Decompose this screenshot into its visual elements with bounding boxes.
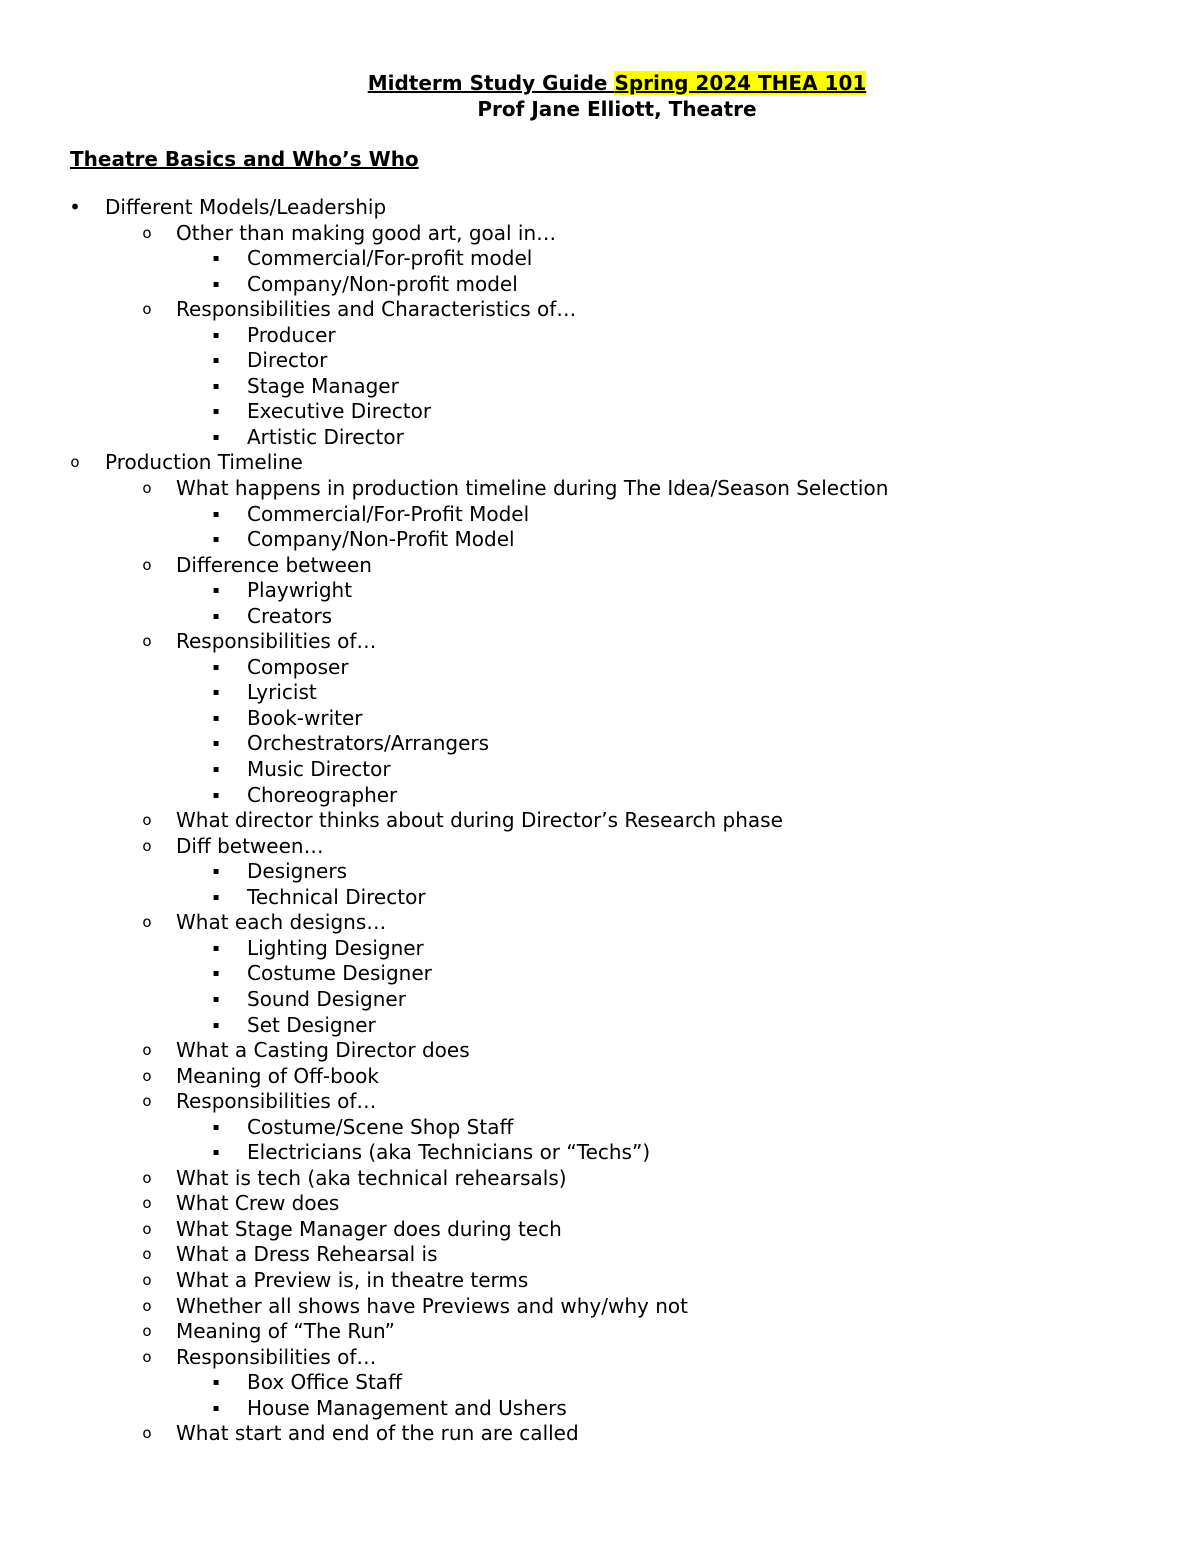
- square-bullet-icon: ▪: [212, 764, 220, 776]
- outline-item-label: Creators: [247, 603, 333, 628]
- outline-item-label: Company/Non-profit model: [247, 271, 518, 296]
- outline-item: [0, 987, 1200, 1013]
- circle-bullet-icon: o: [142, 1270, 152, 1289]
- outline-item-label: What Crew does: [176, 1191, 340, 1216]
- outline-item: [0, 1038, 1200, 1064]
- square-bullet-icon: ▪: [212, 942, 220, 954]
- document-subtitle: Prof Jane Elliott, Theatre: [477, 97, 757, 121]
- outline-item: [0, 1140, 1200, 1166]
- circle-bullet-icon: o: [70, 453, 80, 472]
- square-bullet-icon: ▪: [212, 406, 220, 418]
- square-bullet-icon: ▪: [212, 993, 220, 1005]
- study-guide-outline: [0, 195, 1200, 1447]
- outline-item-label: Executive Director: [247, 399, 432, 424]
- outline-item: [0, 578, 1200, 604]
- outline-item-label: Company/Non-Profit Model: [247, 527, 515, 552]
- outline-item: [0, 476, 1200, 502]
- outline-item-label: Meaning of “The Run”: [176, 1319, 395, 1344]
- outline-item: [0, 425, 1200, 451]
- title-term-highlight: Spring 2024 THEA 101: [614, 71, 867, 95]
- outline-item: [0, 834, 1200, 860]
- outline-item: [0, 1268, 1200, 1294]
- outline-item: [0, 374, 1200, 400]
- outline-item-label: Responsibilities of…: [176, 1089, 377, 1114]
- outline-item-label: Commercial/For-Profit Model: [247, 501, 530, 526]
- outline-item: [0, 502, 1200, 528]
- outline-item: [0, 1089, 1200, 1115]
- square-bullet-icon: ▪: [212, 661, 220, 673]
- outline-item-label: Different Models/Leadership: [105, 195, 387, 219]
- circle-bullet-icon: o: [142, 1168, 152, 1187]
- outline-item-label: What Stage Manager does during tech: [176, 1216, 562, 1241]
- outline-item-label: Playwright: [247, 578, 353, 603]
- square-bullet-icon: ▪: [212, 1019, 220, 1031]
- outline-item-label: Technical Director: [247, 884, 426, 909]
- circle-bullet-icon: o: [142, 1245, 152, 1264]
- square-bullet-icon: ▪: [212, 789, 220, 801]
- disc-bullet-icon: •: [69, 195, 81, 219]
- title-course-label: Midterm Study Guide: [367, 71, 615, 95]
- square-bullet-icon: ▪: [212, 355, 220, 367]
- outline-item-label: What start and end of the run are called: [176, 1421, 579, 1446]
- outline-item-label: Sound Designer: [247, 986, 406, 1011]
- circle-bullet-icon: o: [142, 913, 152, 932]
- outline-item: [0, 885, 1200, 911]
- circle-bullet-icon: o: [142, 1041, 152, 1060]
- square-bullet-icon: ▪: [212, 431, 220, 443]
- square-bullet-icon: ▪: [212, 968, 220, 980]
- outline-item-label: Meaning of Off-book: [176, 1063, 379, 1088]
- square-bullet-icon: ▪: [212, 1147, 220, 1159]
- outline-item-label: Costume/Scene Shop Staff: [247, 1114, 514, 1139]
- outline-item: [0, 246, 1200, 272]
- outline-item-label: Responsibilities of…: [176, 1344, 377, 1369]
- circle-bullet-icon: o: [142, 479, 152, 498]
- outline-item-label: What a Casting Director does: [176, 1038, 470, 1063]
- outline-item-label: Composer: [247, 654, 349, 679]
- outline-item: [0, 195, 1200, 221]
- outline-item: [0, 399, 1200, 425]
- outline-item-label: Lighting Designer: [247, 935, 424, 960]
- outline-item: [0, 808, 1200, 834]
- outline-item: [0, 1396, 1200, 1422]
- outline-item-label: Choreographer: [247, 782, 398, 807]
- square-bullet-icon: ▪: [212, 380, 220, 392]
- outline-item-label: Other than making good art, goal in…: [176, 220, 557, 245]
- outline-item: [0, 1345, 1200, 1371]
- outline-item-label: Producer: [247, 322, 336, 347]
- outline-item-label: House Management and Ushers: [247, 1395, 567, 1420]
- square-bullet-icon: ▪: [212, 534, 220, 546]
- circle-bullet-icon: o: [142, 836, 152, 855]
- outline-item-label: Box Office Staff: [247, 1370, 402, 1395]
- outline-item: [0, 1064, 1200, 1090]
- circle-bullet-icon: o: [142, 555, 152, 574]
- outline-item-label: Orchestrators/Arrangers: [247, 731, 490, 756]
- outline-item-label: Production Timeline: [105, 450, 303, 475]
- outline-item-label: Lyricist: [247, 680, 317, 705]
- outline-item: [0, 272, 1200, 298]
- square-bullet-icon: ▪: [212, 1377, 220, 1389]
- outline-item-label: Designers: [247, 859, 347, 884]
- circle-bullet-icon: o: [142, 1092, 152, 1111]
- outline-item: [0, 297, 1200, 323]
- outline-item: [0, 936, 1200, 962]
- outline-item: [0, 629, 1200, 655]
- outline-item-label: Book-writer: [247, 705, 363, 730]
- outline-item-label: What a Preview is, in theatre terms: [176, 1267, 529, 1292]
- outline-item: [0, 323, 1200, 349]
- outline-item-label: Diff between…: [176, 833, 324, 858]
- outline-item-label: Stage Manager: [247, 373, 399, 398]
- circle-bullet-icon: o: [142, 1219, 152, 1238]
- outline-item: [0, 655, 1200, 681]
- circle-bullet-icon: o: [142, 1066, 152, 1085]
- outline-item: [0, 1294, 1200, 1320]
- outline-item: [0, 1013, 1200, 1039]
- square-bullet-icon: ▪: [212, 738, 220, 750]
- circle-bullet-icon: o: [142, 1322, 152, 1341]
- outline-item-label: What is tech (aka technical rehearsals): [176, 1165, 567, 1190]
- outline-item: [0, 1319, 1200, 1345]
- circle-bullet-icon: o: [142, 1424, 152, 1443]
- outline-item: [0, 553, 1200, 579]
- outline-item: [0, 348, 1200, 374]
- circle-bullet-icon: o: [142, 1347, 152, 1366]
- outline-item-label: Director: [247, 348, 328, 373]
- circle-bullet-icon: o: [142, 223, 152, 242]
- square-bullet-icon: ▪: [212, 508, 220, 520]
- outline-item-label: Music Director: [247, 757, 391, 782]
- outline-item: [0, 783, 1200, 809]
- outline-item: [0, 1166, 1200, 1192]
- outline-item-label: Responsibilities and Characteristics of…: [176, 297, 577, 322]
- square-bullet-icon: ▪: [212, 1402, 220, 1414]
- outline-item-label: What director thinks about during Director’s Research phase: [176, 808, 783, 833]
- outline-item: [0, 1370, 1200, 1396]
- circle-bullet-icon: o: [142, 1296, 152, 1315]
- square-bullet-icon: ▪: [212, 891, 220, 903]
- circle-bullet-icon: o: [142, 632, 152, 651]
- square-bullet-icon: ▪: [212, 253, 220, 265]
- circle-bullet-icon: o: [142, 300, 152, 319]
- outline-item: [0, 1421, 1200, 1447]
- document-title: [0, 70, 1200, 96]
- outline-item-label: Commercial/For-profit model: [247, 246, 533, 271]
- circle-bullet-icon: o: [142, 1194, 152, 1213]
- outline-item-label: Artistic Director: [247, 424, 404, 449]
- outline-item-label: What each designs…: [176, 910, 387, 935]
- outline-item-label: Costume Designer: [247, 961, 432, 986]
- square-bullet-icon: ▪: [212, 712, 220, 724]
- section-heading: Theatre Basics and Who’s Who: [70, 147, 419, 171]
- square-bullet-icon: ▪: [212, 610, 220, 622]
- square-bullet-icon: ▪: [212, 866, 220, 878]
- square-bullet-icon: ▪: [212, 278, 220, 290]
- outline-item-label: Set Designer: [247, 1012, 376, 1037]
- outline-item-label: Difference between: [176, 552, 372, 577]
- outline-item-label: Responsibilities of…: [176, 629, 377, 654]
- outline-item: [0, 604, 1200, 630]
- outline-item-label: What a Dress Rehearsal is: [176, 1242, 438, 1267]
- outline-item: [0, 1242, 1200, 1268]
- outline-item: [0, 527, 1200, 553]
- outline-item-label: Whether all shows have Previews and why/why not: [176, 1293, 688, 1318]
- outline-item-label: What happens in production timeline during The Idea/Season Selection: [176, 476, 889, 501]
- outline-item: [0, 680, 1200, 706]
- outline-item: [0, 1191, 1200, 1217]
- outline-item-label: Electricians (aka Technicians or “Techs”): [247, 1140, 651, 1165]
- outline-item: [0, 1217, 1200, 1243]
- circle-bullet-icon: o: [142, 811, 152, 830]
- outline-item: [0, 706, 1200, 732]
- outline-item: [0, 910, 1200, 936]
- square-bullet-icon: ▪: [212, 585, 220, 597]
- outline-item: [0, 221, 1200, 247]
- square-bullet-icon: ▪: [212, 329, 220, 341]
- square-bullet-icon: ▪: [212, 687, 220, 699]
- outline-item: [0, 859, 1200, 885]
- outline-item: [0, 731, 1200, 757]
- square-bullet-icon: ▪: [212, 1121, 220, 1133]
- outline-item: [0, 450, 1200, 476]
- outline-item: [0, 1115, 1200, 1141]
- outline-item: [0, 961, 1200, 987]
- outline-item: [0, 757, 1200, 783]
